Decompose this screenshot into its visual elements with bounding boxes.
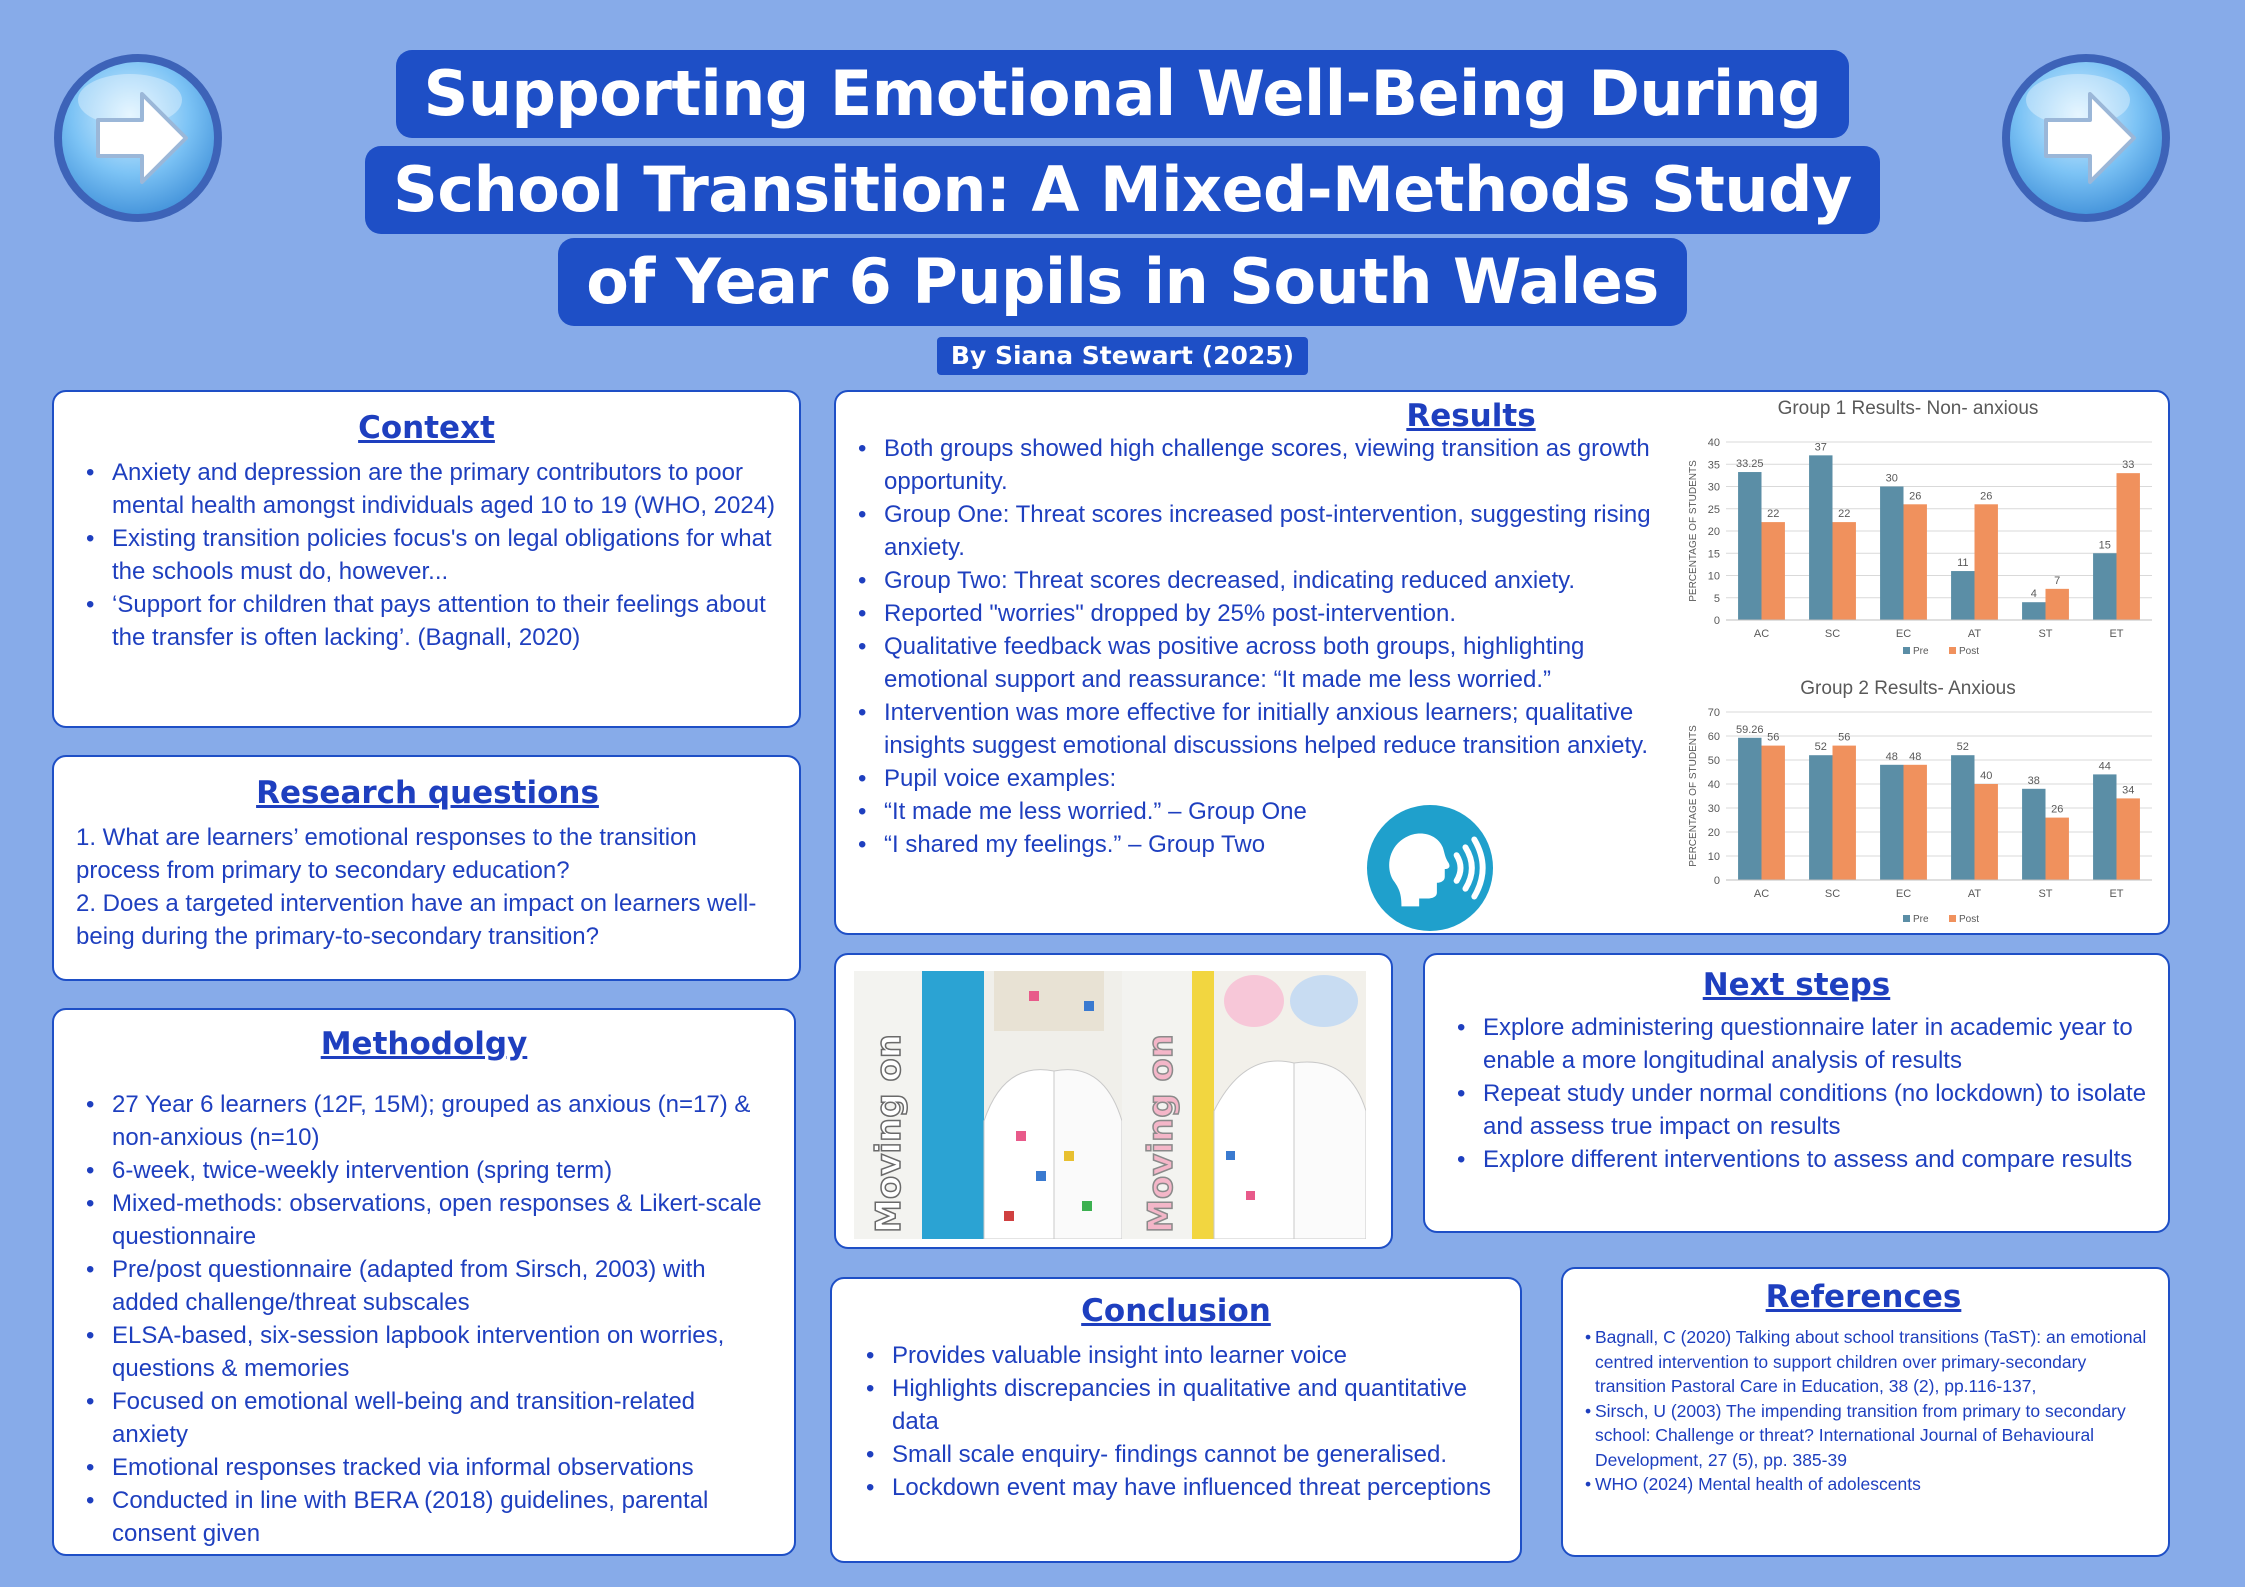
x-tick-label: ST [2038, 628, 2053, 640]
chart-title: Group 1 Results- Non- anxious [1777, 398, 2039, 419]
data-label: 4 [2030, 588, 2037, 601]
legend-entry: Pre [1913, 646, 1929, 657]
chart-title: Group 2 Results- Anxious [1800, 678, 2016, 699]
legend-swatch [1949, 915, 1956, 922]
bar-post [2117, 473, 2140, 620]
bar-pre [2022, 789, 2045, 880]
y-tick-label: 0 [1713, 615, 1720, 627]
group2-chart-svg [1656, 674, 2160, 932]
legend-swatch [1903, 915, 1910, 922]
methodology-item: • Mixed-methods: observations, open responses & Likert-scale questionnaire [74, 1187, 774, 1253]
results-item: • “I shared my feelings.” – Group Two [846, 828, 1672, 861]
x-tick-label: AT [1967, 628, 1982, 640]
y-tick-label: 60 [1707, 731, 1720, 743]
data-label: 37 [1814, 441, 1827, 454]
bar-post [1904, 765, 1927, 880]
research-question-2: 2. Does a targeted intervention have an impact on learners well-being during the primary-to-secondary transition? [76, 890, 757, 950]
context-panel [52, 390, 801, 728]
data-label: 26 [1980, 490, 1993, 503]
legend-entry: Pre [1913, 914, 1929, 925]
results-item: • Group Two: Threat scores decreased, indicating reduced anxiety. [846, 564, 1672, 597]
data-label: 26 [2051, 803, 2064, 816]
bar-pre [1951, 571, 1974, 620]
bar-post [1762, 746, 1785, 880]
bar-post [1762, 522, 1785, 620]
bar-pre [1738, 738, 1761, 880]
arrow-right-icon-right [1998, 50, 2174, 226]
data-label: 40 [1980, 770, 1993, 782]
next-steps-heading: Next steps [1702, 967, 1891, 1003]
bar-post [1904, 504, 1927, 620]
data-label: 56 [1838, 731, 1851, 744]
methodology-item: • Emotional responses tracked via informal observations [74, 1451, 774, 1484]
group2-chart [1656, 674, 2160, 932]
next-steps-item: • Explore different interventions to assess and compare results [1445, 1143, 2148, 1176]
methodology-panel [52, 1008, 796, 1556]
lapbook-strip-text: Moving on [1141, 1034, 1181, 1233]
research-questions-panel [52, 755, 801, 981]
conclusion-panel [830, 1277, 1522, 1563]
x-tick-label: AC [1753, 888, 1770, 900]
data-label: 48 [1885, 750, 1898, 763]
conclusion-item: • Lockdown event may have influenced threat perceptions [854, 1471, 1498, 1504]
bar-pre [2093, 774, 2116, 880]
data-label: 56 [1767, 731, 1780, 744]
group1-chart-svg [1656, 394, 2160, 664]
y-tick-label: 15 [1707, 548, 1720, 561]
methodology-item: • Pre/post questionnaire (adapted from Sirsch, 2003) with added challenge/threat subscales [74, 1253, 774, 1319]
author-byline: By Siana Stewart (2025) [0, 337, 2245, 375]
data-label: 44 [2098, 760, 2111, 773]
methodology-item: • Conducted in line with BERA (2018) guidelines, parental consent given [74, 1484, 774, 1550]
methodology-item: • 6-week, twice-weekly intervention (spring term) [74, 1154, 774, 1187]
bar-pre [1951, 755, 1974, 880]
lapbook-strip-text: Moving on [869, 1034, 909, 1233]
y-tick-label: 40 [1707, 779, 1720, 791]
references-heading: References [1765, 1279, 1962, 1315]
legend-entry: Post [1959, 646, 1980, 657]
y-tick-label: 30 [1707, 803, 1720, 815]
data-label: 30 [1885, 472, 1898, 485]
poster-title-line-1: Supporting Emotional Well-Being During [0, 50, 2245, 138]
conclusion-item: • Highlights discrepancies in qualitative and quantitative data [854, 1372, 1498, 1438]
y-tick-label: 25 [1707, 503, 1720, 516]
legend-entry: Post [1959, 914, 1980, 925]
y-tick-label: 35 [1707, 459, 1720, 472]
conclusion-item: • Small scale enquiry- findings cannot be generalised. [854, 1438, 1498, 1471]
bar-post [2117, 798, 2140, 880]
methodology-item: • Focused on emotional well-being and transition-related anxiety [74, 1385, 774, 1451]
data-label: 52 [1956, 741, 1969, 754]
y-axis-label: PERCENTAGE OF STUDENTS [1688, 460, 1699, 602]
context-heading: Context [358, 410, 495, 446]
bar-pre [2022, 602, 2045, 620]
speaking-head-icon [1366, 804, 1494, 932]
conclusion-heading: Conclusion [1081, 1293, 1271, 1329]
results-item: • Reported "worries" dropped by 25% post-intervention. [846, 597, 1672, 630]
data-label: 33.25 [1736, 458, 1764, 471]
y-tick-label: 20 [1707, 526, 1720, 538]
reference-item: • Sirsch, U (2003) The impending transition from primary to secondary school: Challenge or threat? International Journal of Behavioural Development, 27 (5), pp. 385-39 [1573, 1399, 2154, 1473]
y-axis-label: PERCENTAGE OF STUDENTS [1688, 725, 1699, 867]
y-tick-label: 20 [1707, 827, 1720, 839]
lapbook-photo [854, 971, 1366, 1239]
legend-swatch [1949, 647, 1956, 654]
methodology-item: • 27 Year 6 learners (12F, 15M); grouped as anxious (n=17) & non-anxious (n=10) [74, 1088, 774, 1154]
data-label: 22 [1838, 508, 1851, 521]
data-label: 7 [2054, 574, 2061, 587]
x-tick-label: ET [2109, 628, 2124, 640]
context-item: • Existing transition policies focus's on legal obligations for what the schools must do, however... [74, 522, 779, 588]
y-tick-label: 10 [1707, 851, 1720, 863]
bar-post [1833, 746, 1856, 880]
data-label: 22 [1767, 508, 1780, 521]
poster-title-line-3: of Year 6 Pupils in South Wales [0, 238, 2245, 326]
y-tick-label: 10 [1707, 570, 1720, 583]
y-tick-label: 5 [1713, 592, 1720, 605]
bar-post [2046, 589, 2069, 620]
x-tick-label: AC [1753, 628, 1770, 640]
x-tick-label: SC [1824, 888, 1841, 900]
results-item: • Intervention was more effective for initially anxious learners; qualitative insights suggest emotional discussions helped reduce transition anxiety. [846, 696, 1672, 762]
lapbook-photo-panel [834, 953, 1393, 1249]
x-tick-label: AT [1967, 888, 1982, 900]
x-tick-label: EC [1895, 628, 1912, 640]
results-item: • Group One: Threat scores increased post-intervention, suggesting rising anxiety. [846, 498, 1672, 564]
results-item: • Qualitative feedback was positive across both groups, highlighting emotional support and reassurance: “It made me less worried.” [846, 630, 1672, 696]
reference-item: • WHO (2024) Mental health of adolescents [1573, 1472, 2154, 1497]
methodology-heading: Methodolgy [320, 1026, 528, 1062]
data-label: 48 [1909, 750, 1922, 763]
y-tick-label: 70 [1707, 707, 1720, 719]
next-steps-panel [1423, 953, 2170, 1233]
y-tick-label: 0 [1713, 875, 1720, 887]
data-label: 59.26 [1736, 723, 1764, 736]
bar-pre [1809, 755, 1832, 880]
results-item: • Pupil voice examples: [846, 762, 1672, 795]
context-item: • Anxiety and depression are the primary contributors to poor mental health amongst individuals aged 10 to 19 (WHO, 2024) [74, 456, 779, 522]
data-label: 52 [1814, 741, 1827, 754]
bar-pre [2093, 553, 2116, 620]
results-heading: Results [1406, 398, 1536, 434]
legend-swatch [1903, 647, 1910, 654]
data-label: 34 [2122, 784, 2135, 797]
y-tick-label: 30 [1707, 481, 1720, 494]
data-label: 38 [2027, 774, 2040, 787]
data-label: 15 [2098, 539, 2111, 552]
y-tick-label: 40 [1707, 437, 1720, 449]
x-tick-label: SC [1824, 628, 1841, 640]
bar-post [1975, 784, 1998, 880]
bar-post [1975, 504, 1998, 620]
conclusion-item: • Provides valuable insight into learner voice [854, 1339, 1498, 1372]
x-tick-label: ST [2038, 888, 2053, 900]
context-item: • ‘Support for children that pays attention to their feelings about the transfer is often lacking’. (Bagnall, 2020) [74, 588, 779, 654]
bar-pre [1880, 765, 1903, 880]
results-panel [834, 390, 2170, 935]
group1-chart [1656, 394, 2160, 664]
results-item: • Both groups showed high challenge scores, viewing transition as growth opportunity. [846, 432, 1672, 498]
data-label: 33 [2122, 459, 2135, 472]
bar-pre [1880, 487, 1903, 621]
next-steps-item: • Repeat study under normal conditions (no lockdown) to isolate and assess true impact on results [1445, 1077, 2148, 1143]
y-tick-label: 50 [1707, 755, 1720, 767]
bar-post [1833, 522, 1856, 620]
references-panel [1561, 1267, 2170, 1557]
bar-pre [1809, 455, 1832, 620]
data-label: 11 [1957, 557, 1969, 570]
x-tick-label: ET [2109, 888, 2124, 900]
x-tick-label: EC [1895, 888, 1912, 900]
results-item: • “It made me less worried.” – Group One [846, 795, 1672, 828]
poster-title-line-2: School Transition: A Mixed-Methods Study [0, 146, 2245, 234]
reference-item: • Bagnall, C (2020) Talking about school transitions (TaST): an emotional centred intervention to support children over primary-secondary transition Pastoral Care in Education, 38 (2), pp.116-137, [1573, 1325, 2154, 1399]
research-question-1: 1. What are learners’ emotional responses to the transition process from primary to secondary education? [76, 824, 697, 884]
data-label: 26 [1909, 490, 1922, 503]
arrow-right-icon-left [50, 50, 226, 226]
research-questions-heading: Research questions [256, 775, 599, 811]
methodology-item: • ELSA-based, six-session lapbook intervention on worries, questions & memories [74, 1319, 774, 1385]
bar-pre [1738, 472, 1761, 620]
next-steps-item: • Explore administering questionnaire later in academic year to enable a more longitudinal analysis of results [1445, 1011, 2148, 1077]
bar-post [2046, 818, 2069, 880]
